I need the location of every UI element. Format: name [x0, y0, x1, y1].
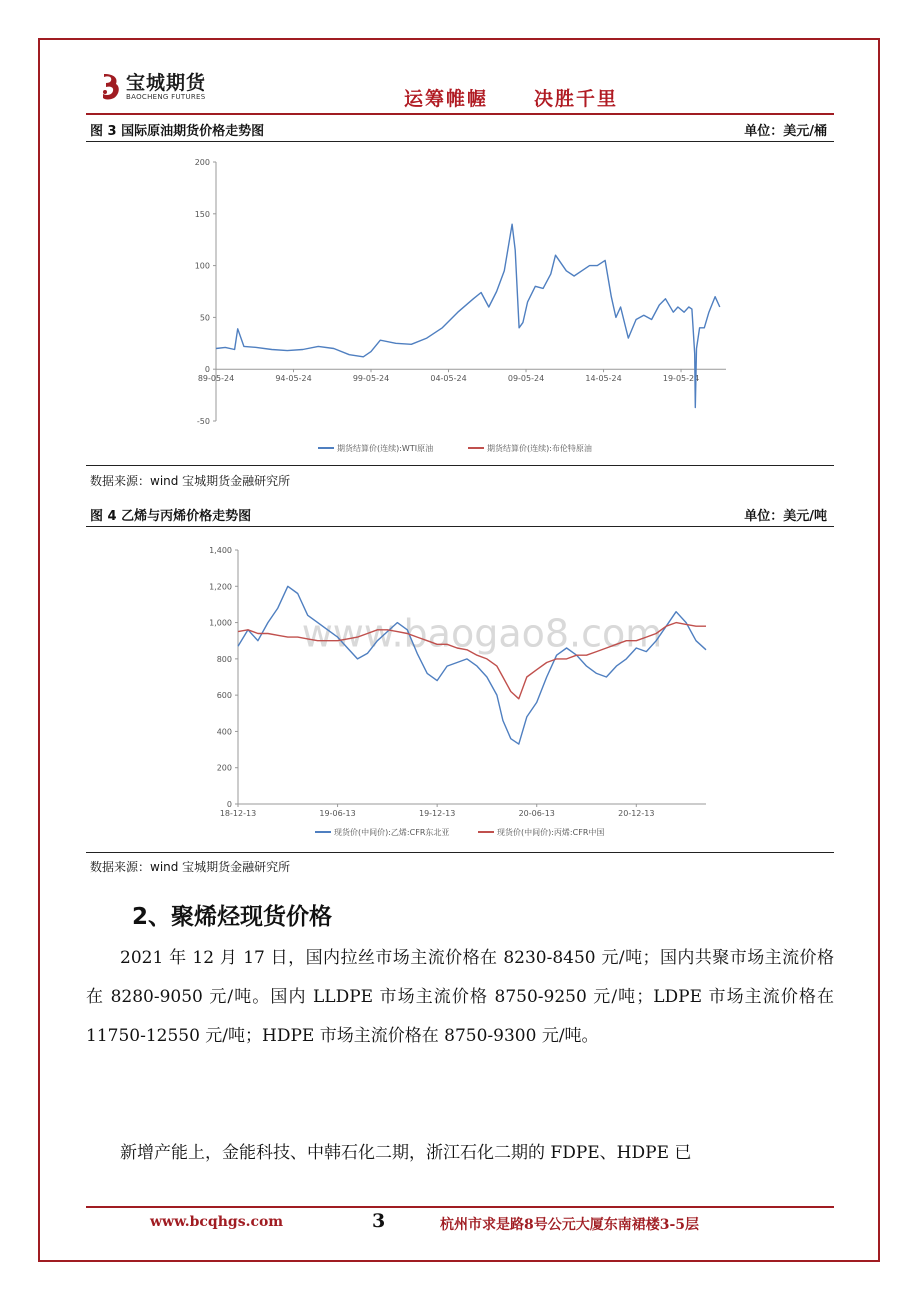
figure4-bottom-rule	[86, 852, 834, 853]
company-logo	[100, 72, 206, 102]
logo-english-name: BAOCHENG FUTURES	[126, 93, 206, 101]
figure4-source: 数据来源：wind 宝城期货金融研究所	[90, 860, 291, 874]
legend-label-1: 现货价(中间价):乙烯:CFR东北亚	[334, 828, 450, 837]
y-tick-label: -50	[196, 417, 210, 426]
x-tick-label: 99-05-24	[352, 374, 390, 384]
y-tick-label: 1,400	[209, 546, 232, 555]
y-tick-label: 0	[226, 800, 232, 809]
figure3-top-rule	[86, 141, 834, 142]
legend-label-2: 期货结算价(连续):布伦特原油	[487, 444, 592, 453]
section-title: 2、聚烯烃现货价格	[132, 904, 333, 930]
y-tick-label: 200	[194, 158, 210, 167]
x-tick-label: 14-05-24	[585, 374, 622, 384]
chart-watermark: www.baogao8.com	[301, 611, 663, 656]
footer-url[interactable]: www.bcqhgs.com	[150, 1214, 284, 1230]
crude-oil-chart	[190, 150, 730, 460]
figure3-source: 数据来源：wind 宝城期货金融研究所	[90, 474, 291, 488]
x-tick-label: 19-06-13	[319, 809, 356, 818]
slogan-right: 决胜千里	[534, 88, 619, 110]
figure4-top-rule	[86, 526, 834, 527]
y-tick-label: 1,000	[209, 618, 232, 628]
figure3-bottom-rule	[86, 465, 834, 466]
x-tick-label: 09-05-24	[507, 374, 545, 384]
x-tick-label: 89-05-24	[197, 374, 235, 384]
paragraph-1-text: 2021 年 12 月 17 日，国内拉丝市场主流价格在 8230-8450 元/吨；国内共聚市场主流价格在 8280-9050 元/吨。国内 LLDPE 市场主流价格 8750-9250 元/吨；LDPE 市场主流价格在 11750-12550 元/吨；HDPE 市场主流价格在 8750-9300 元/吨。	[86, 948, 834, 1046]
x-tick-label: 04-05-24	[430, 374, 467, 384]
footer-address: 杭州市求是路8号公元大厦东南裙楼3-5层	[440, 1217, 700, 1233]
ethylene-propylene-chart	[190, 536, 730, 846]
y-tick-label: 600	[216, 691, 232, 701]
slogan-left: 运筹帷幄	[404, 88, 489, 110]
header-rule	[86, 113, 834, 115]
section-paragraph-1	[86, 939, 834, 1056]
legend-label-1: 期货结算价(连续):WTI原油	[337, 444, 434, 453]
page-number: 3	[372, 1210, 386, 1232]
y-tick-label: 50	[199, 313, 210, 323]
header-slogan	[404, 84, 618, 111]
y-tick-label: 400	[216, 727, 232, 737]
series-line-1	[238, 586, 706, 744]
y-tick-label: 0	[204, 365, 210, 375]
footer-rule	[86, 1206, 834, 1208]
logo-chinese-name: 宝城期货	[126, 72, 207, 94]
x-tick-label: 20-12-13	[618, 809, 655, 818]
y-tick-label: 150	[194, 209, 210, 219]
logo-mark-icon	[100, 72, 122, 102]
x-tick-label: 94-05-24	[275, 374, 312, 384]
y-tick-label: 100	[194, 261, 210, 271]
y-tick-label: 1,200	[209, 582, 232, 592]
y-tick-label: 800	[216, 654, 232, 664]
x-tick-label: 19-05-24	[662, 374, 700, 384]
figure3-title: 图 3 国际原油期货价格走势图	[90, 124, 265, 139]
figure4-unit: 单位：美元/吨	[744, 509, 827, 524]
legend-label-2: 现货价(中间价):丙烯:CFR中国	[497, 828, 605, 837]
x-tick-label: 20-06-13	[518, 809, 555, 818]
figure3-unit: 单位：美元/桶	[744, 124, 827, 139]
paragraph-2-text: 新增产能上，金能科技、中韩石化二期，浙江石化二期的 FDPE、HDPE 已	[120, 1143, 692, 1163]
section-paragraph-2	[86, 1134, 834, 1173]
figure4-title: 图 4 乙烯与丙烯价格走势图	[90, 509, 252, 524]
y-tick-label: 200	[216, 763, 232, 773]
x-tick-label: 19-12-13	[418, 809, 456, 818]
x-tick-label: 18-12-13	[219, 809, 257, 818]
